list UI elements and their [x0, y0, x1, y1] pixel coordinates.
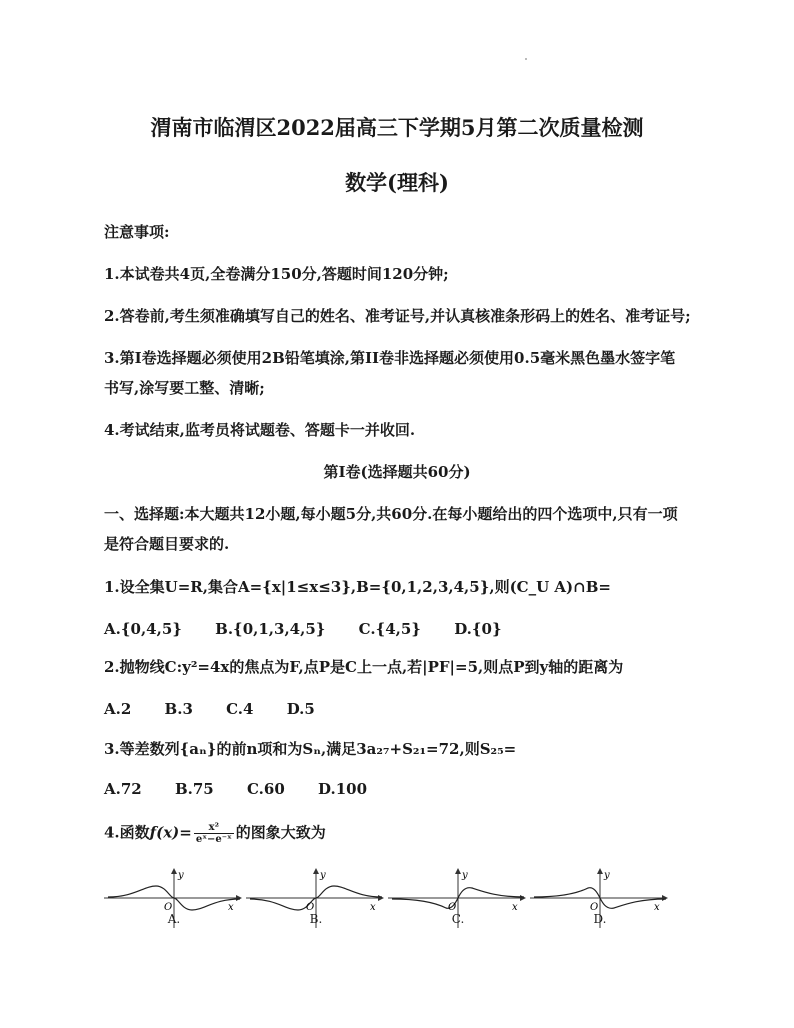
y-label: y: [320, 870, 326, 881]
y-label: y: [178, 870, 184, 881]
q4-function: f(x)=: [149, 823, 192, 842]
q4-numerator: x²: [194, 822, 234, 834]
question-3-stem: 3.等差数列{aₙ}的前n项和为Sₙ,满足3a₂₇+S₂₁=72,则S₂₅=: [104, 740, 517, 758]
question-2-stem: 2.抛物线C:y²=4x的焦点为F,点P是C上一点,若|PF|=5,则点P到y轴的距离为: [104, 658, 624, 676]
exam-subtitle: 数学(理科): [345, 170, 449, 195]
y-label: y: [462, 870, 468, 881]
option-a: A.72: [104, 780, 142, 798]
origin-label: O: [448, 902, 457, 913]
section-title: 第I卷(选择题共60分): [323, 463, 471, 481]
x-axis-arrow: [236, 895, 242, 901]
origin-label: O: [164, 902, 173, 913]
x-axis-arrow: [662, 895, 668, 901]
option-d: D.100: [318, 780, 368, 798]
graph-a: [104, 868, 244, 938]
question-4-stem: [104, 822, 734, 845]
x-label: x: [370, 902, 376, 913]
option-d: D.{0}: [454, 620, 502, 638]
y-label: y: [604, 870, 610, 881]
q4-denominator: eˣ−e⁻ˣ: [195, 834, 232, 845]
graph-b-label: B.: [309, 912, 323, 926]
graph-c-label: C.: [451, 912, 465, 926]
notes-heading: 注意事项:: [104, 223, 170, 241]
option-a: A.2: [104, 700, 132, 718]
exam-title: 渭南市临渭区2022届高三下学期5月第二次质量检测: [150, 115, 644, 140]
option-a: A.{0,4,5}: [104, 620, 182, 638]
y-axis-arrow: [313, 868, 319, 874]
graph-d: [530, 868, 670, 938]
option-c: C.4: [226, 700, 254, 718]
q4-prefix: 4.函数: [104, 823, 150, 842]
section-intro-1: 一、选择题:本大题共12小题,每小题5分,共60分.在每小题给出的四个选项中,只有一项: [104, 505, 678, 523]
x-label: x: [654, 902, 660, 913]
option-b: B.3: [164, 700, 193, 718]
scan-speck: [525, 58, 527, 60]
question-2-options: [104, 699, 734, 719]
section-intro-2: 是符合题目要求的.: [104, 535, 230, 553]
y-axis-arrow: [597, 868, 603, 874]
q4-suffix: 的图象大致为: [235, 823, 326, 842]
y-axis-arrow: [171, 868, 177, 874]
origin-label: O: [590, 902, 599, 913]
note-item-1: 1.本试卷共4页,全卷满分150分,答题时间120分钟;: [104, 265, 449, 283]
origin-label: O: [306, 902, 315, 913]
note-item-3-cont: 书写,涂写要工整、清晰;: [104, 379, 265, 397]
x-label: x: [512, 902, 518, 913]
option-d: D.5: [286, 700, 315, 718]
graph-b: [246, 868, 386, 938]
option-b: B.75: [174, 780, 214, 798]
graph-a-label: A.: [167, 912, 181, 926]
x-axis-arrow: [520, 895, 526, 901]
option-c: C.{4,5}: [358, 620, 421, 638]
question-1-stem: 1.设全集U=R,集合A={x|1≤x≤3},B={0,1,2,3,4,5},则(C_U A)∩B=: [104, 578, 611, 596]
question-1-options: [104, 619, 734, 639]
note-item-2: 2.答卷前,考生须准确填写自己的姓名、准考证号,并认真核准条形码上的姓名、准考证号;: [104, 307, 691, 325]
question-3-options: [104, 779, 734, 799]
note-item-3: 3.第I卷选择题必须使用2B铅笔填涂,第II卷非选择题必须使用0.5毫米黑色墨水签字笔: [104, 349, 676, 367]
y-axis-arrow: [455, 868, 461, 874]
x-axis-arrow: [378, 895, 384, 901]
graph-c: [388, 868, 528, 938]
q4-fraction: [194, 822, 234, 845]
x-label: x: [228, 902, 234, 913]
graph-d-label: D.: [593, 912, 607, 926]
option-c: C.60: [246, 780, 285, 798]
option-b: B.{0,1,3,4,5}: [215, 620, 326, 638]
note-item-4: 4.考试结束,监考员将试题卷、答题卡一并收回.: [104, 421, 416, 439]
